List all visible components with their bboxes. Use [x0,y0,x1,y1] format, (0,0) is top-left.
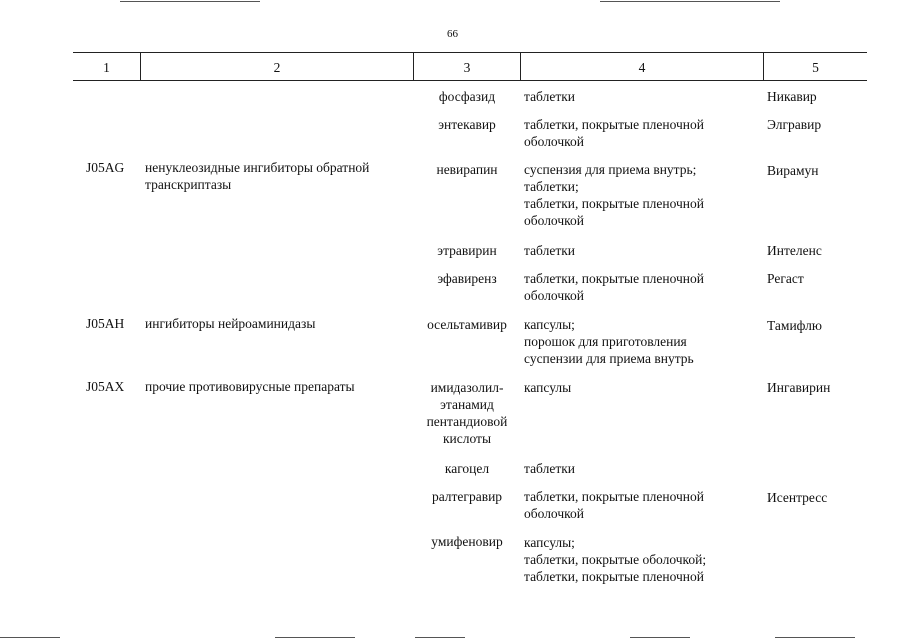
scan-edge-top [120,1,260,2]
scan-edge-bottom [775,637,855,638]
brand-name: Исентресс [767,490,828,505]
group-name: ингибиторы нейроаминидазы [145,316,316,331]
substance-name: умифеновир [431,534,503,549]
header-col-5: 5 [812,60,819,75]
substance-name: энтекавир [438,117,496,132]
dosage-form: таблетки, покрытые пленочной оболочкой [524,271,705,303]
brand-name: Никавир [767,89,817,104]
dosage-form: таблетки [524,461,576,476]
brand-name: Тамифлю [767,318,822,333]
header-col-2: 2 [273,60,281,75]
group-name: ненуклеозидные ингибиторы обратной транскриптазы [145,160,370,192]
dosage-form: таблетки, покрытые пленочной оболочкой [524,117,705,149]
atc-code: J05AH [86,316,125,331]
substance-name: невирапин [436,162,498,177]
substance-name: имидазолил- этанамид пентандиовой кислоты [426,380,508,446]
header-col-4: 4 [638,60,646,75]
dosage-form: таблетки [524,89,576,104]
dosage-form: капсулы; порошок для приготовления суспензии для приема внутрь [524,317,694,366]
table-header-bottom-border [73,80,867,81]
substance-name: эфавиренз [437,271,497,286]
scan-edge-bottom [415,637,465,638]
dosage-form: капсулы [524,380,572,395]
dosage-form: таблетки [524,243,576,258]
header-col-3: 3 [463,60,471,75]
dosage-form: капсулы; таблетки, покрытые оболочкой; таблетки, покрытые пленочной [524,535,707,584]
brand-name: Ингавирин [767,380,831,395]
dosage-form: таблетки, покрытые пленочной оболочкой [524,489,705,521]
header-col-1: 1 [103,60,110,75]
substance-name: этравирин [437,243,497,258]
scan-edge-bottom [0,637,60,638]
scan-edge-top [600,1,780,2]
substance-name: кагоцел [444,461,490,476]
scan-edge-bottom [275,637,355,638]
substance-name: ралтегравир [431,489,503,504]
group-name: прочие противовирусные препараты [145,379,355,394]
brand-name: Вирамун [767,163,819,178]
table-top-border [73,52,867,53]
substance-name: фосфазид [438,89,496,104]
atc-code: J05AG [86,160,125,175]
substance-name: осельтамивир [427,317,507,332]
page-number: 66 [447,28,458,40]
brand-name: Регаст [767,271,804,286]
dosage-form: суспензия для приема внутрь; таблетки; таблетки, покрытые пленочной оболочкой [524,162,705,228]
scan-edge-bottom [630,637,690,638]
brand-name: Элгравир [767,117,822,132]
atc-code: J05AX [86,379,125,394]
brand-name: Интеленс [767,243,822,258]
